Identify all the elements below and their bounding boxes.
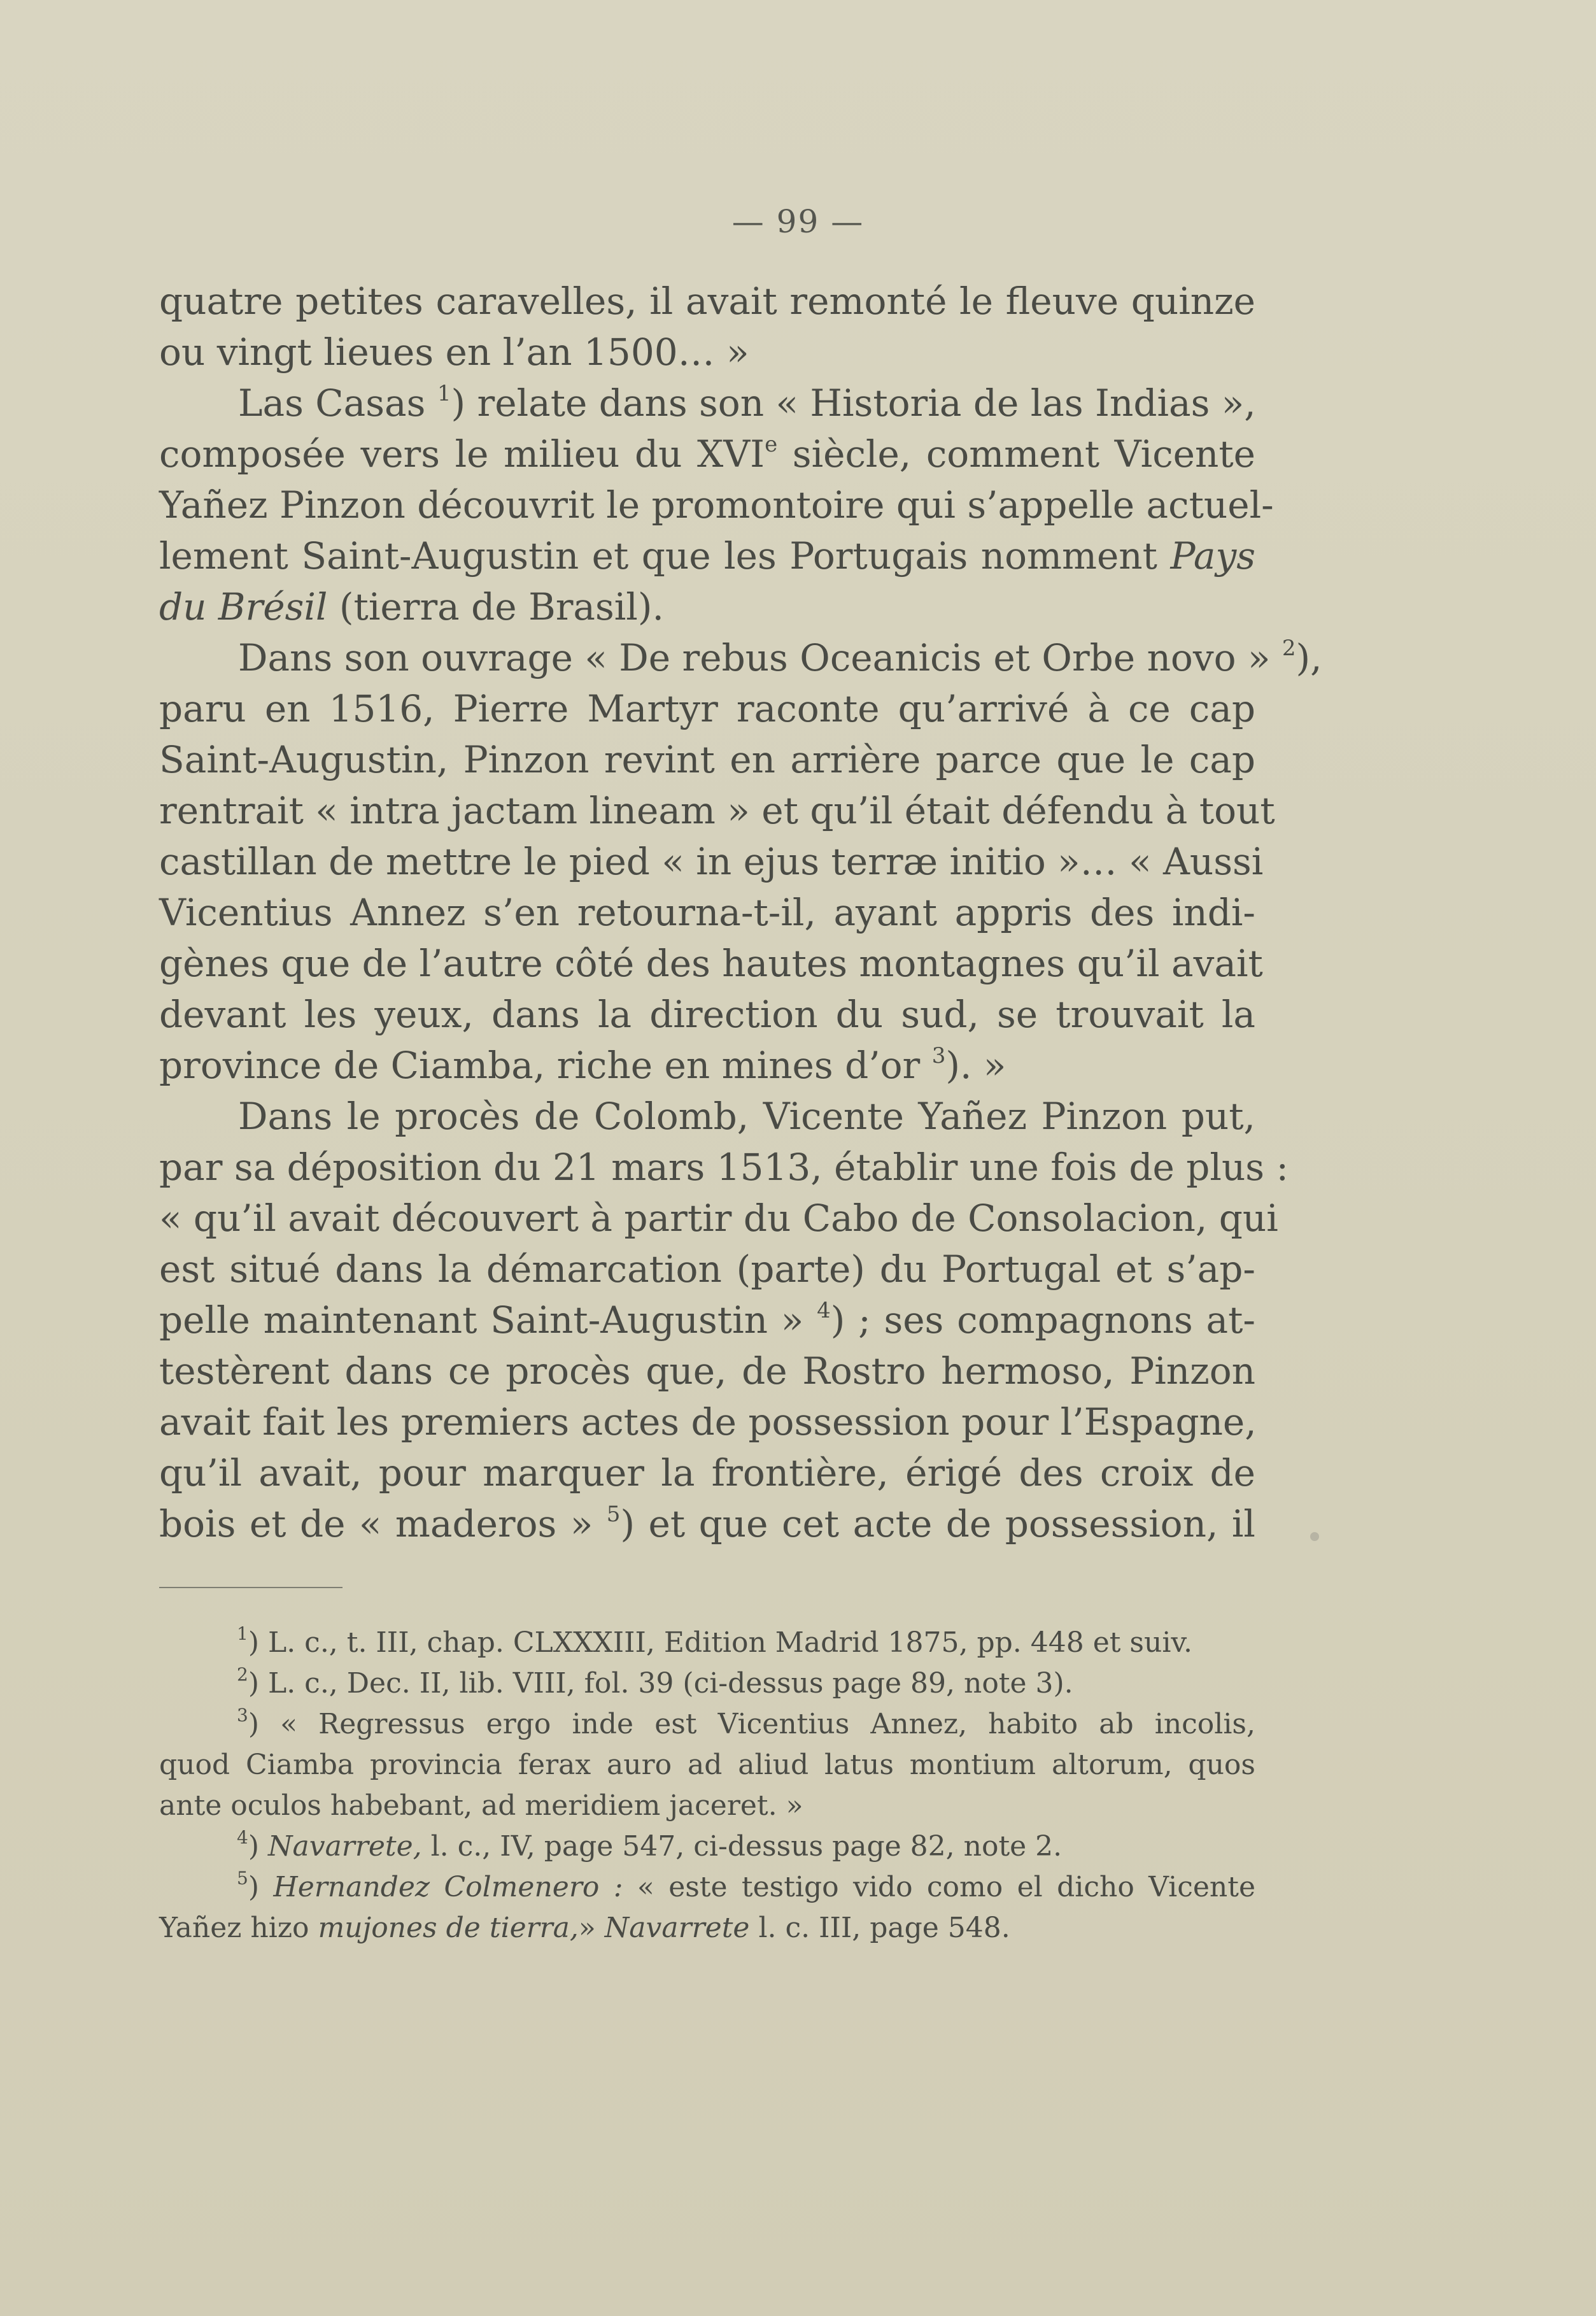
text-run: siècle, comment Vicente: [777, 432, 1255, 476]
footnote-number: 3: [237, 1705, 248, 1726]
text-line: devant les yeux, dans la direction du sud, se trouvait la: [159, 993, 1255, 1036]
footnote-text: ): [248, 1830, 268, 1863]
footnote-ref: 4: [817, 1297, 831, 1323]
text-run: province de Ciamba, riche en mines d’or: [159, 1044, 932, 1087]
text-line: [159, 1498, 1255, 1549]
footnote-number: 1: [237, 1623, 248, 1645]
footnote: [159, 1704, 1255, 1745]
text-line: paru en 1516, Pierre Martyr raconte qu’arrivé à ce cap: [159, 687, 1255, 730]
text-line: [159, 632, 1322, 683]
footnote-ref: 2: [1282, 635, 1296, 661]
text-line: par sa déposition du 21 mars 1513, établir une fois de plus :: [159, 1146, 1289, 1189]
text-line: Saint-Augustin, Pinzon revint en arrière parce que le cap: [159, 738, 1255, 781]
text-line: quatre petites caravelles, il avait remonté le fleuve quinze: [159, 280, 1255, 323]
main-text: [159, 276, 1322, 1549]
footnote-ref: 1: [437, 380, 451, 406]
italic-text: du Brésil: [159, 585, 328, 629]
text-line: [159, 378, 1255, 429]
text-line: ou vingt lieues en l’an 1500… »: [159, 330, 749, 374]
italic-text: Navarrete: [604, 1912, 750, 1944]
footnote-text: ) L. c., Dec. II, lib. VIII, fol. 39 (ci-dessus page 89, note 3).: [248, 1667, 1073, 1700]
footnote-line: quod Ciamba provincia ferax auro ad aliud latus montium altorum, quos: [159, 1749, 1255, 1781]
text-line: gènes que de l’autre côté des hautes montagnes qu’il avait: [159, 942, 1263, 985]
text-line: « qu’il avait découvert à partir du Cabo de Consolacion, qui: [159, 1197, 1278, 1240]
footnote-text: ): [248, 1871, 274, 1903]
text-line: [159, 581, 1255, 632]
text-line: Yañez Pinzon découvrit le promontoire qui s’appelle actuel-: [159, 483, 1274, 527]
footnote-number: 5: [237, 1868, 248, 1889]
text-run: Las Casas: [238, 381, 437, 425]
text-line: qu’il avait, pour marquer la frontière, érigé des croix de: [159, 1451, 1255, 1495]
superscript: e: [765, 431, 778, 457]
text-run: composée vers le milieu du XVI: [159, 432, 765, 476]
italic-text: Navarrete,: [267, 1830, 422, 1863]
footnote-number: 4: [237, 1827, 248, 1849]
footnote-ref: 5: [606, 1501, 621, 1527]
text-run: bois et de « maderos »: [159, 1502, 607, 1545]
text-run: lement Saint-Augustin et que les Portugais nomment: [159, 534, 1171, 578]
footnote: [159, 1867, 1255, 1908]
text-line: [159, 1295, 1255, 1346]
text-line: est situé dans la démarcation (parte) du Portugal et s’ap-: [159, 1247, 1255, 1291]
paper-speck: [1310, 1532, 1319, 1541]
text-line: [159, 1040, 1255, 1091]
text-line: avait fait les premiers actes de possession pour l’Espagne,: [159, 1400, 1257, 1444]
footnote: [159, 1663, 1255, 1704]
footnote-text: l. c., IV, page 547, ci-dessus page 82, note 2.: [421, 1830, 1063, 1863]
text-run: ),: [1296, 636, 1322, 679]
italic-text: Pays: [1170, 534, 1255, 578]
text-line: [159, 429, 1255, 480]
text-line: Dans le procès de Colomb, Vicente Yañez Pinzon put,: [238, 1095, 1255, 1138]
footnote: [159, 1826, 1255, 1867]
text-line: [159, 530, 1255, 581]
text-line: Vicentius Annez s’en retourna-t-il, ayant appris des indi-: [159, 891, 1255, 934]
italic-text: mujones de tierra,: [318, 1912, 579, 1944]
footnote-text: « este testigo vido como el dicho Vicente: [623, 1871, 1255, 1903]
footnote-divider: [159, 1587, 343, 1588]
text-run: ) relate dans son « Historia de las Indias »,: [451, 381, 1256, 425]
footnote-text: l. c. III, page 548.: [749, 1912, 1010, 1944]
italic-text: Hernandez Colmenero :: [273, 1871, 623, 1903]
footnote: [159, 1623, 1255, 1663]
text-line: testèrent dans ce procès que, de Rostro hermoso, Pinzon: [159, 1349, 1255, 1393]
text-line: rentrait « intra jactam lineam » et qu’il était défendu à tout: [159, 789, 1275, 832]
text-run: (tierra de Brasil).: [327, 585, 664, 629]
footnote-text: Yañez hizo: [159, 1912, 318, 1944]
footnote-number: 2: [237, 1664, 248, 1686]
text-line: castillan de mettre le pied « in ejus terræ initio »… « Aussi: [159, 840, 1264, 883]
page-number: — 99 —: [731, 203, 865, 240]
footnote-ref: 3: [931, 1042, 946, 1069]
footnote-text: »: [578, 1912, 605, 1944]
footnote-text: ) « Regressus ergo inde est Vicentius Annez, habito ab incolis,: [248, 1708, 1255, 1740]
footnote-line: ante oculos habebant, ad meridiem jaceret. »: [159, 1789, 803, 1822]
text-run: Dans son ouvrage « De rebus Oceanicis et Orbe novo »: [238, 636, 1282, 679]
text-run: ) ; ses compagnons at-: [830, 1298, 1255, 1342]
text-run: pelle maintenant Saint-Augustin »: [159, 1298, 817, 1342]
footnote-line: [159, 1908, 1255, 1949]
footnotes: [159, 1623, 1255, 1949]
footnote-text: ) L. c., t. III, chap. CLXXXIII, Edition Madrid 1875, pp. 448 et suiv.: [248, 1626, 1193, 1659]
text-run: ) et que cet acte de possession, il: [620, 1502, 1255, 1545]
text-run: ). »: [945, 1044, 1006, 1087]
